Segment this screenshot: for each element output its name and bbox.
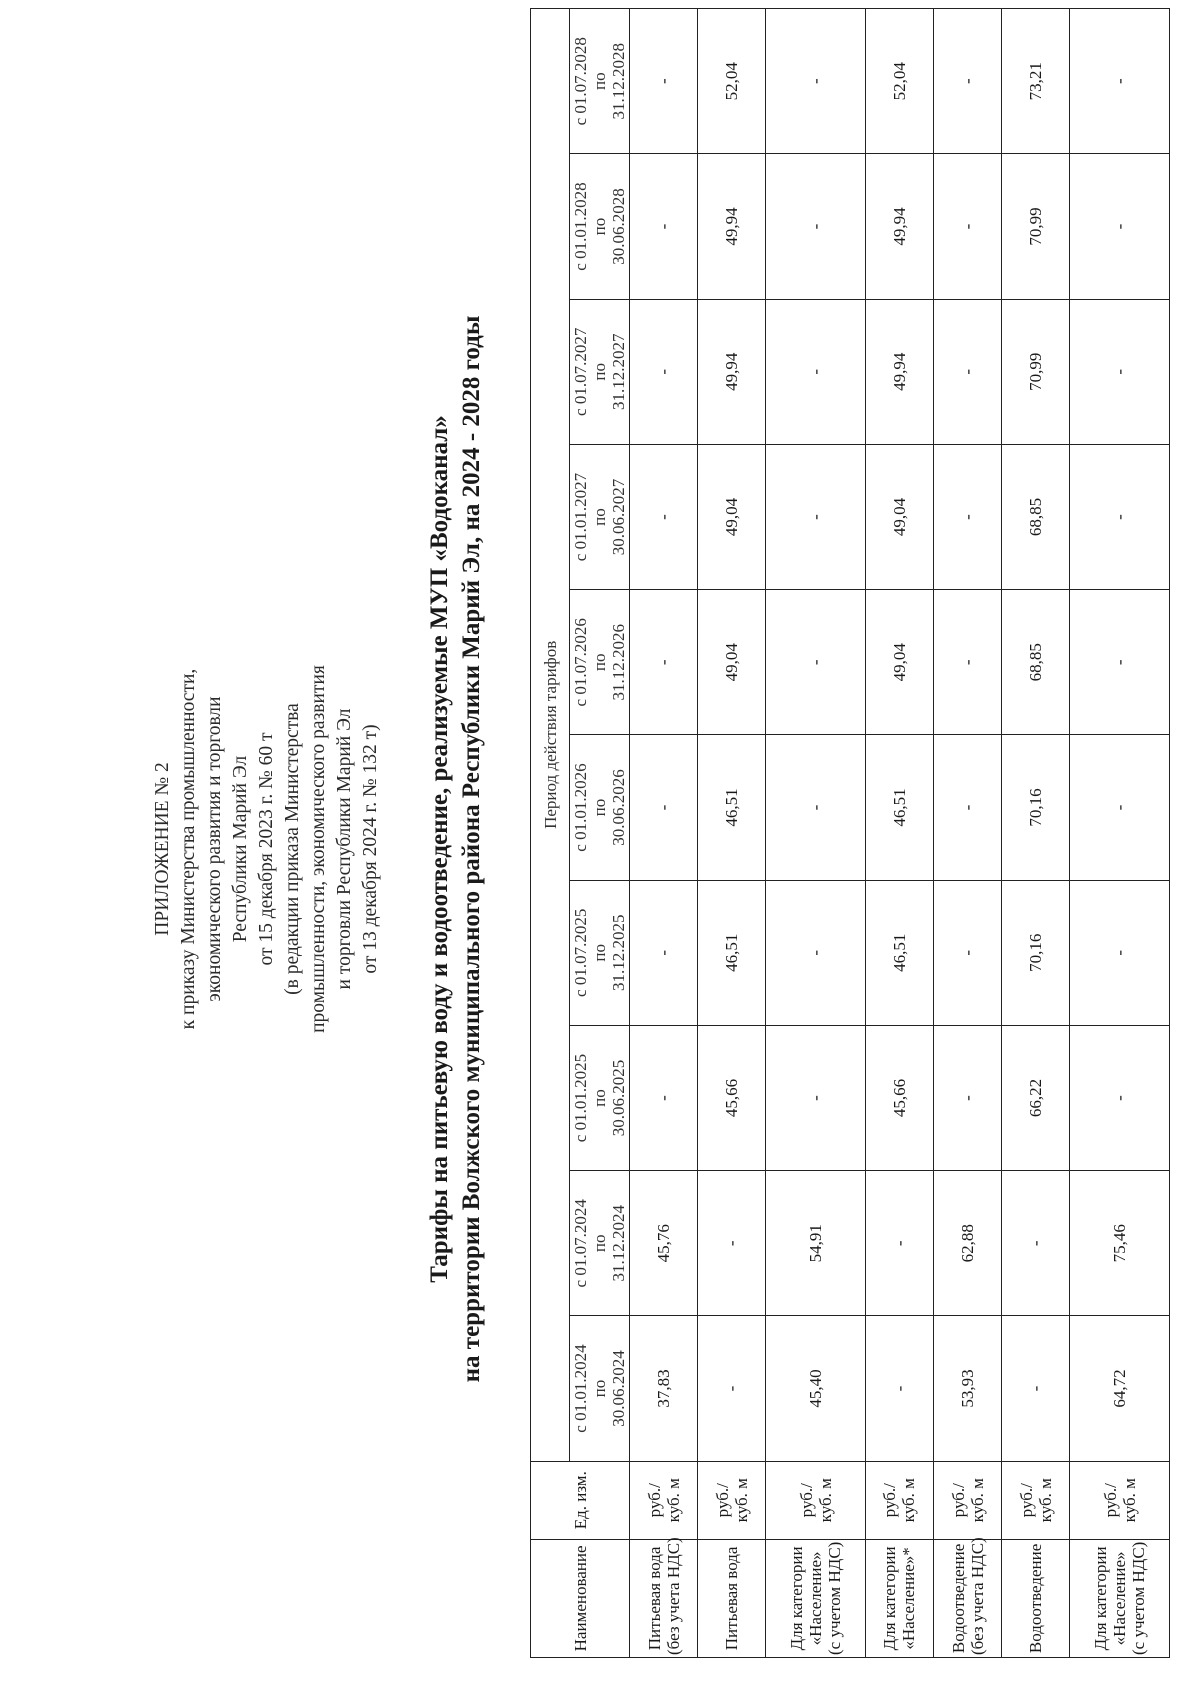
tariff-value: - <box>766 590 866 735</box>
table-row <box>865 9 933 1658</box>
period-date-line: 30.06.2025 <box>609 1059 628 1137</box>
row-unit-line: куб. м <box>899 1478 919 1523</box>
period-header <box>570 880 630 1025</box>
tariff-value: - <box>630 880 698 1025</box>
approval-line: от 15 декабря 2023 г. № 60 т <box>256 732 277 966</box>
tariff-value: 46,51 <box>865 880 933 1025</box>
row-unit <box>698 1461 766 1539</box>
period-date-line: по <box>590 362 609 381</box>
period-date-line: по <box>590 1234 609 1253</box>
period-date-line: по <box>590 508 609 526</box>
row-name <box>865 1539 933 1657</box>
period-date-line: с 01.07.2025 <box>571 908 590 997</box>
period-date-line: 30.06.2027 <box>609 478 628 556</box>
tariff-value: - <box>1070 735 1170 880</box>
row-unit-line: куб. м <box>815 1478 835 1523</box>
header-name: Наименование <box>531 1539 630 1657</box>
tariff-value: 46,51 <box>698 735 766 880</box>
period-date-line: с 01.07.2026 <box>571 618 590 707</box>
tariff-value: 45,40 <box>766 1316 866 1461</box>
tariff-value: - <box>934 590 1002 735</box>
row-unit-line: куб. м <box>731 1478 751 1523</box>
tariff-value: 46,51 <box>698 880 766 1025</box>
row-unit-line: руб./ <box>1100 1483 1120 1518</box>
row-name-line: Для категории <box>787 1546 807 1651</box>
table-row <box>934 9 1002 1658</box>
approval-line: промышленности, экономического развития <box>308 665 329 1033</box>
period-header <box>570 299 630 444</box>
period-date-line: по <box>590 1089 609 1107</box>
tariff-value: 49,94 <box>698 154 766 299</box>
tariff-value: - <box>934 9 1002 154</box>
period-header <box>570 1316 630 1461</box>
row-name <box>766 1539 866 1657</box>
row-unit <box>630 1461 698 1539</box>
tariff-value: - <box>766 444 866 589</box>
row-name-line: Для категории <box>1091 1546 1111 1651</box>
row-unit-line: куб. м <box>663 1478 683 1523</box>
period-date-line: 30.06.2024 <box>609 1350 628 1427</box>
period-date-line: по <box>590 943 609 962</box>
tariff-value: - <box>630 735 698 880</box>
tariff-value: 45,66 <box>698 1025 766 1170</box>
period-date-line: с 01.01.2025 <box>571 1053 590 1143</box>
row-unit <box>865 1461 933 1539</box>
tariff-value: 75,46 <box>1070 1171 1170 1316</box>
row-unit-line: руб./ <box>948 1483 968 1518</box>
period-date-line: с 01.01.2028 <box>571 182 590 271</box>
tariff-value: 70,16 <box>1002 735 1070 880</box>
period-date-line: с 01.01.2024 <box>571 1344 590 1433</box>
tariff-value: - <box>934 735 1002 880</box>
tariff-value: - <box>630 154 698 299</box>
tariff-value: 62,88 <box>934 1171 1002 1316</box>
document-title <box>424 0 488 1698</box>
tariff-value: - <box>630 444 698 589</box>
row-unit-line: руб./ <box>796 1483 816 1518</box>
tariff-value: 52,04 <box>865 9 933 154</box>
tariff-value: 68,85 <box>1002 590 1070 735</box>
row-name <box>630 1539 698 1657</box>
tariff-value: 53,93 <box>934 1316 1002 1461</box>
header-period: Период действия тарифов <box>531 9 570 1462</box>
row-name-line: (с учетом НДС) <box>825 1541 845 1655</box>
tariff-value: - <box>1070 444 1170 589</box>
header-unit: Ед. изм. <box>531 1461 630 1539</box>
tariff-value: - <box>630 1025 698 1170</box>
period-date-line: 31.12.2024 <box>609 1205 628 1282</box>
row-unit <box>1070 1461 1170 1539</box>
title-line-2: на территории Волжского муниципального района Республики Марий Эл, на 2024 - 2028 годы <box>458 315 485 1383</box>
tariff-value: - <box>934 154 1002 299</box>
approval-line: (в редакции приказа Министерства <box>282 703 303 995</box>
period-header <box>570 1025 630 1170</box>
tariff-value: - <box>630 9 698 154</box>
tariff-value: - <box>766 1025 866 1170</box>
approval-line: и торговли Республики Марий Эл <box>334 708 355 990</box>
tariff-value: - <box>865 1171 933 1316</box>
period-header <box>570 590 630 735</box>
approval-line: экономического развития и торговли <box>204 696 225 1002</box>
row-name-line: «Население» <box>806 1551 826 1646</box>
row-unit-line: куб. м <box>1119 1478 1139 1523</box>
row-name-line: Водоотведение <box>948 1543 968 1654</box>
period-header <box>570 444 630 589</box>
tariff-value: 46,51 <box>865 735 933 880</box>
tariff-value: 49,94 <box>865 154 933 299</box>
row-unit-line: руб./ <box>712 1483 732 1518</box>
tariff-value: 70,16 <box>1002 880 1070 1025</box>
period-header <box>570 154 630 299</box>
table-row <box>630 9 698 1658</box>
tariff-value: - <box>766 880 866 1025</box>
tariff-value: - <box>934 299 1002 444</box>
tariff-value: 66,22 <box>1002 1025 1070 1170</box>
tariff-value: - <box>766 9 866 154</box>
period-date-line: с 01.07.2028 <box>571 37 590 126</box>
period-date-line: 31.12.2027 <box>609 333 628 411</box>
tariff-value: 49,94 <box>698 299 766 444</box>
row-name-line: (без учета НДС) <box>663 1537 683 1655</box>
table-row <box>766 9 866 1658</box>
row-unit-line: куб. м <box>1035 1478 1055 1523</box>
approval-line: Республики Марий Эл <box>230 755 251 943</box>
period-header <box>570 9 630 154</box>
approval-line: от 13 декабря 2024 г. № 132 т) <box>360 724 381 974</box>
tariff-value: - <box>766 299 866 444</box>
tariff-value: - <box>934 444 1002 589</box>
tariff-value: - <box>698 1171 766 1316</box>
row-name-line: «Население»* <box>899 1547 919 1650</box>
tariff-value: - <box>766 154 866 299</box>
tariff-value: - <box>766 735 866 880</box>
tariff-value: - <box>1070 299 1170 444</box>
period-date-line: по <box>590 217 609 236</box>
row-unit <box>934 1461 1002 1539</box>
period-date-line: с 01.07.2027 <box>571 327 590 416</box>
approval-block <box>150 0 384 1698</box>
period-date-line: 31.12.2025 <box>609 914 628 992</box>
tariff-value: 45,76 <box>630 1171 698 1316</box>
row-name <box>1070 1539 1170 1657</box>
period-date-line: с 01.07.2024 <box>571 1199 590 1288</box>
tariff-value: - <box>865 1316 933 1461</box>
tariff-value: 73,21 <box>1002 9 1070 154</box>
tariff-table <box>530 8 1170 1658</box>
tariff-value: 52,04 <box>698 9 766 154</box>
row-unit <box>1002 1461 1070 1539</box>
tariff-value: 49,04 <box>698 590 766 735</box>
approval-line: ПРИЛОЖЕНИЕ № 2 <box>152 762 173 936</box>
period-date-line: 30.06.2026 <box>609 769 628 846</box>
tariff-value: - <box>1070 1025 1170 1170</box>
tariff-value: 49,04 <box>698 444 766 589</box>
tariff-value: - <box>934 1025 1002 1170</box>
title-line-1: Тарифы на питьевую воду и водоотведение, реализуемые МУП «Водоканал» <box>426 415 453 1283</box>
period-date-line: 31.12.2028 <box>609 42 628 120</box>
tariff-value: 64,72 <box>1070 1316 1170 1461</box>
row-name-line: Водоотведение <box>1026 1543 1046 1654</box>
row-unit-line: руб./ <box>1016 1483 1036 1518</box>
period-date-line: по <box>590 653 609 672</box>
row-name-line: Питьевая вода <box>722 1546 742 1651</box>
tariff-value: 37,83 <box>630 1316 698 1461</box>
period-header <box>570 735 630 880</box>
period-date-line: по <box>590 72 609 91</box>
row-unit <box>766 1461 866 1539</box>
tariff-value: - <box>1070 9 1170 154</box>
row-unit-line: куб. м <box>967 1478 987 1523</box>
period-date-line: по <box>590 1379 609 1398</box>
row-name-line: Для категории <box>880 1546 900 1651</box>
tariff-value: 45,66 <box>865 1025 933 1170</box>
tariff-value: 49,04 <box>865 590 933 735</box>
tariff-value: - <box>1070 154 1170 299</box>
tariff-value: 49,04 <box>865 444 933 589</box>
tariff-value: - <box>934 880 1002 1025</box>
table-row <box>1070 9 1170 1658</box>
tariff-value: 68,85 <box>1002 444 1070 589</box>
period-date-line: 31.12.2026 <box>609 624 628 701</box>
period-date-line: с 01.01.2027 <box>571 472 590 562</box>
row-name-line: Питьевая вода <box>644 1546 664 1651</box>
row-name-line: «Население» <box>1110 1551 1130 1646</box>
tariff-value: - <box>630 299 698 444</box>
row-name <box>934 1539 1002 1657</box>
period-date-line: по <box>590 798 609 817</box>
row-unit-line: руб./ <box>644 1483 664 1518</box>
period-date-line: с 01.01.2026 <box>571 763 590 852</box>
tariff-value: - <box>1070 590 1170 735</box>
row-name <box>698 1539 766 1657</box>
row-unit-line: руб./ <box>880 1483 900 1518</box>
row-name-line: (без учета НДС) <box>967 1537 987 1655</box>
period-date-line: 30.06.2028 <box>609 188 628 265</box>
tariff-value: 70,99 <box>1002 154 1070 299</box>
tariff-value: 70,99 <box>1002 299 1070 444</box>
tariff-value: - <box>1002 1171 1070 1316</box>
row-name <box>1002 1539 1070 1657</box>
row-name-line: (с учетом НДС) <box>1129 1541 1149 1655</box>
period-header <box>570 1171 630 1316</box>
tariff-value: - <box>1002 1316 1070 1461</box>
table-row <box>1002 9 1070 1658</box>
tariff-value: 49,94 <box>865 299 933 444</box>
tariff-value: - <box>698 1316 766 1461</box>
tariff-value: 54,91 <box>766 1171 866 1316</box>
approval-line: к приказу Министерства промышленности, <box>178 668 199 1030</box>
table-row <box>698 9 766 1658</box>
tariff-value: - <box>1070 880 1170 1025</box>
tariff-value: - <box>630 590 698 735</box>
